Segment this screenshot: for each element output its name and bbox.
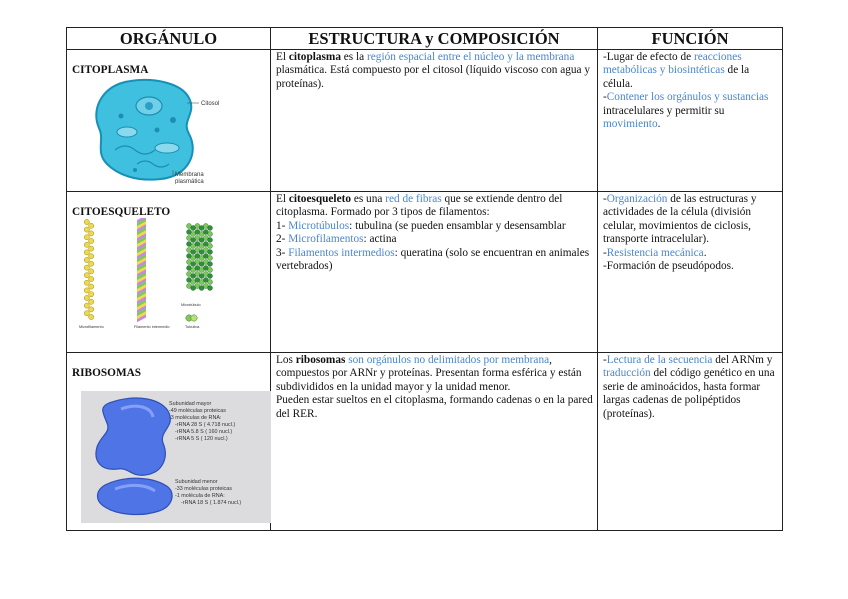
text-segment: : queratina (solo se encuentran en animales vertebrados) <box>276 246 590 273</box>
figure-label: Citosol <box>201 101 220 107</box>
actin-monomer <box>84 295 89 300</box>
highlighted-phrase: movimiento <box>603 118 658 131</box>
highlighted-phrase: Organización <box>606 193 668 205</box>
highlighted-phrase: Lectura de la secuencia <box>606 354 713 366</box>
header-structure: ESTRUCTURA y COMPOSICIÓN <box>271 28 598 50</box>
tubulin-dimer <box>208 250 213 255</box>
text-segment: del código genético en una serie de aminoácidos, hasta formar largas cadenas de polipéptidos (proteínas). <box>603 367 775 420</box>
figure-label: -49 moléculas proteicas <box>169 408 226 414</box>
text-segment: plasmática. Está compuesto por el citosol (líquido viscoso con agua y proteínas). <box>276 64 591 90</box>
text-segment: -Lugar de efecto de <box>603 51 694 63</box>
text-line <box>276 193 593 220</box>
highlighted-phrase: son orgánulos no delimitados por membrana <box>348 354 550 366</box>
highlighted-phrase: Filamentos intermedios <box>288 246 395 259</box>
actin-monomer <box>84 219 89 224</box>
figure-label: Microfilamento <box>79 325 104 329</box>
actin-monomer <box>84 288 89 293</box>
text-line <box>276 247 593 274</box>
text-segment: 2- <box>276 233 289 246</box>
tubulin-dimer <box>208 262 213 267</box>
actin-monomer <box>84 280 89 285</box>
tubulin-dimer <box>208 232 213 237</box>
text-segment: de la célula. <box>603 64 750 90</box>
actin-monomer <box>84 265 89 270</box>
actin-monomer <box>84 311 89 316</box>
text-line <box>276 220 593 233</box>
actin-monomer <box>84 227 89 232</box>
figure-label: -rRNA 28 S ( 4.718 nucl.) <box>175 422 236 428</box>
actin-monomer <box>89 261 94 266</box>
actin-monomer <box>84 303 89 308</box>
text-segment: : actina <box>363 233 397 246</box>
text-line <box>276 354 593 394</box>
text-segment: El <box>276 51 289 63</box>
text-segment: - <box>603 193 607 205</box>
actin-monomer <box>89 269 94 274</box>
highlighted-phrase: traducción <box>603 367 651 380</box>
figure-label: Subunidad mayor <box>169 401 212 407</box>
structure-text <box>271 353 597 421</box>
text-segment: : tubulina (se pueden ensamblar y desensamblar <box>349 219 566 232</box>
function-text <box>598 353 782 421</box>
bold-term: citoesqueleto <box>288 193 351 205</box>
function-text <box>598 192 782 273</box>
table-row-citoesqueleto <box>67 192 783 353</box>
actin-monomer <box>89 314 94 319</box>
figure-label: -rRNA 5.8 S ( 160 nucl.) <box>175 429 233 435</box>
actin-monomer <box>84 257 89 262</box>
text-line <box>603 193 778 247</box>
text-segment: Los <box>276 354 296 366</box>
ribosome-subunits-icon <box>81 391 271 523</box>
function-cell <box>598 192 783 353</box>
header-function: FUNCIÓN <box>598 28 783 50</box>
text-segment: 3- <box>276 246 289 259</box>
text-line <box>276 233 593 246</box>
header-organelle: ORGÁNULO <box>67 28 271 50</box>
text-line <box>603 51 778 91</box>
text-line <box>603 354 778 421</box>
figure-label: plasmática <box>175 179 204 184</box>
tubulin-dimer <box>208 286 213 291</box>
actin-monomer <box>84 242 89 247</box>
text-segment: -Formación de pseudópodos. <box>603 260 734 273</box>
figure-label: Subunidad menor <box>175 479 218 485</box>
function-cell <box>598 50 783 192</box>
figure-label: Microtúbulo <box>181 303 201 307</box>
text-line <box>276 394 593 421</box>
actin-monomer <box>84 273 89 278</box>
figure-label: -3 moléculas de RNA: <box>169 415 222 421</box>
actin-beads <box>84 219 94 319</box>
highlighted-phrase: Contener los orgánulos y sustancias <box>606 91 769 104</box>
text-segment: 1- <box>276 219 289 232</box>
tubulin-dimer <box>208 238 213 243</box>
text-segment: intracelulares y permitir su <box>603 104 725 117</box>
organelle-cell <box>67 192 271 353</box>
highlighted-phrase: reacciones metabólicas y biosintéticas <box>603 51 742 77</box>
text-line <box>603 247 778 260</box>
highlighted-phrase: Microtúbulos <box>288 219 350 232</box>
bold-term: citoplasma <box>288 51 341 63</box>
text-line <box>603 260 778 273</box>
figure-label: Filamento intermedio <box>134 325 170 329</box>
actin-monomer <box>89 276 94 281</box>
text-segment: - <box>603 246 607 259</box>
actin-monomer <box>89 254 94 259</box>
structure-cell <box>271 353 598 531</box>
organelle-name: CITOPLASMA <box>72 64 149 76</box>
cytoskeleton-filaments-icon <box>77 218 237 336</box>
text-segment: - <box>603 354 607 366</box>
text-segment: . <box>703 246 707 259</box>
figure-label: -rRNA 5 S ( 120 nucl.) <box>175 436 228 442</box>
actin-monomer <box>89 238 94 243</box>
actin-monomer <box>89 284 94 289</box>
function-text <box>598 50 782 131</box>
highlighted-phrase: Microfilamentos <box>288 233 364 246</box>
organelle-cell <box>67 353 271 531</box>
tubulin-dimer <box>208 280 213 285</box>
text-segment: , compuestos por ARNr y proteínas. Presentan forma esférica y están subdivididos en la unidad mayor y la unidad menor. <box>276 354 582 393</box>
text-segment: . <box>657 118 661 131</box>
organelle-cell <box>67 50 271 192</box>
actin-monomer <box>84 250 89 255</box>
bold-term: ribosomas <box>295 354 346 366</box>
text-segment: es una <box>351 193 386 205</box>
actin-monomer <box>84 235 89 240</box>
text-segment: es la <box>340 51 368 63</box>
intermediate-filament-rope <box>137 218 146 322</box>
text-line <box>603 91 778 131</box>
highlighted-phrase: Resistencia mecánica <box>606 246 704 259</box>
cell-diagram-icon <box>77 76 252 184</box>
text-segment: - <box>603 91 607 104</box>
figure-label: Tubulina <box>185 325 200 329</box>
figure-label: Membrana <box>175 172 204 178</box>
structure-text <box>276 51 593 91</box>
organelle-name: RIBOSOMAS <box>72 367 142 379</box>
text-segment: de las estructuras y actividades de la célula (división celular, movimientos de ciclosis, transporte intracelular). <box>603 193 757 246</box>
actin-monomer <box>89 223 94 228</box>
highlighted-phrase: red de fibras <box>385 193 442 205</box>
tubulin-dimer <box>208 226 213 231</box>
figure-label: -rRNA 18 S ( 1.874 nucl.) <box>181 500 242 506</box>
tubulin-dimer <box>208 274 213 279</box>
structure-cell <box>271 192 598 353</box>
text-segment: que se extiende dentro del citoplasma. Formado por 3 tipos de filamentos: <box>276 193 563 219</box>
microtubule-cylinder <box>187 224 213 291</box>
tubulin-dimer <box>208 244 213 249</box>
structure-cell <box>271 50 598 192</box>
text-segment: del ARNm y <box>712 354 773 366</box>
table-row-ribosomas <box>67 353 783 531</box>
organelle-name: CITOESQUELETO <box>72 206 171 218</box>
tubulin-dimer <box>208 268 213 273</box>
actin-monomer <box>89 299 94 304</box>
tubulin-dimer <box>208 256 213 261</box>
actin-monomer <box>89 307 94 312</box>
structure-text <box>271 192 597 273</box>
function-cell <box>598 353 783 531</box>
text-segment: El <box>276 193 289 205</box>
actin-monomer <box>89 231 94 236</box>
figure-label: -1 molécula de RNA: <box>175 493 225 499</box>
text-segment: Pueden estar sueltos en el citoplasma, formando cadenas o en la pared del RER. <box>276 394 593 420</box>
table-header-row <box>67 28 783 50</box>
figure-label: -33 moléculas proteicas <box>175 486 232 492</box>
organelle-table <box>66 27 783 531</box>
table-row-citoplasma <box>67 50 783 192</box>
actin-monomer <box>89 246 94 251</box>
highlighted-phrase: región espacial entre el núcleo y la membrana <box>367 51 575 63</box>
actin-monomer <box>89 292 94 297</box>
